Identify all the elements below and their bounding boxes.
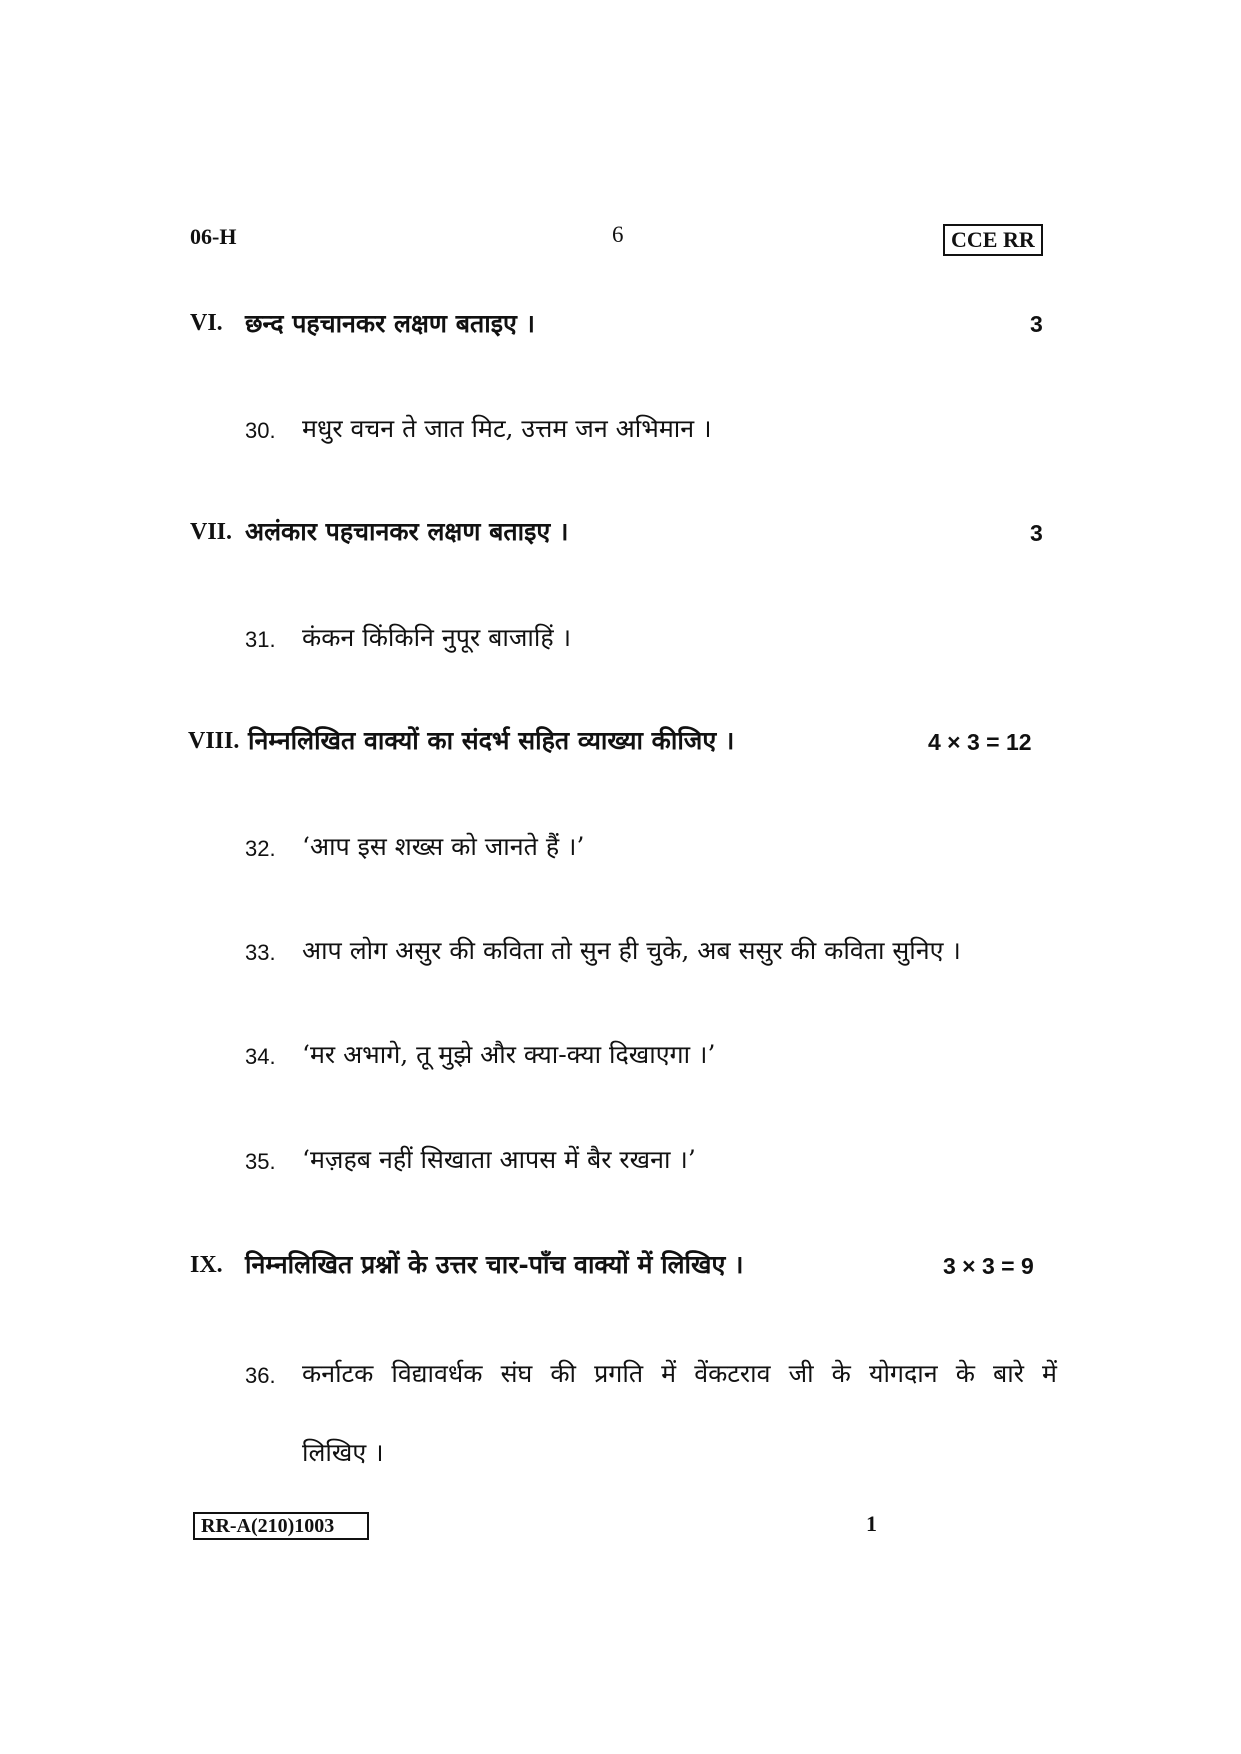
question-31-number: 31.	[245, 627, 276, 652]
section-vi-marks: 3	[1030, 311, 1043, 337]
section-viii-marks: 4 × 3 = 12	[928, 729, 1032, 755]
question-33-text: आप लोग असुर की कविता तो सुन ही चुके, अब ससुर की कविता सुनिए ।	[302, 936, 961, 965]
section-viii-title: निम्नलिखित वाक्यों का संदर्भ सहित व्याख्या कीजिए ।	[248, 726, 735, 755]
section-ix-marks: 3 × 3 = 9	[943, 1253, 1034, 1279]
page-number: 6	[612, 222, 624, 247]
section-vii-number: VII.	[190, 519, 233, 545]
question-34-text: ‘मर अभागे, तू मुझे और क्या-क्या दिखाएगा ।’	[302, 1040, 716, 1069]
question-32-text: ‘आप इस शख्स को जानते हैं ।’	[302, 832, 585, 861]
question-35-text: ‘मज़हब नहीं सिखाता आपस में बैर रखना ।’	[302, 1145, 696, 1174]
question-36-number: 36.	[245, 1363, 276, 1388]
question-36-text: कर्नाटक विद्यावर्धक संघ की प्रगति में वेंकटराव जी के योगदान के बारे में	[302, 1359, 1057, 1388]
section-ix-number: IX.	[190, 1252, 223, 1278]
question-30-text: मधुर वचन ते जात मिट, उत्तम जन अभिमान ।	[302, 414, 712, 443]
section-viii-number: VIII.	[188, 728, 240, 754]
question-35-number: 35.	[245, 1149, 276, 1174]
section-vi-number: VI.	[190, 310, 223, 336]
section-ix-title: निम्नलिखित प्रश्नों के उत्तर चार-पाँच वाक्यों में लिखिए ।	[245, 1250, 744, 1279]
exam-code-box: CCE RR	[943, 224, 1043, 256]
section-vi-title: छन्द पहचानकर लक्षण बताइए ।	[245, 309, 535, 338]
footer-page-number: 1	[866, 1511, 877, 1536]
question-31-text: कंकन किंकिनि नुपूर बाजाहिं ।	[302, 623, 572, 652]
section-vii-title: अलंकार पहचानकर लक्षण बताइए ।	[245, 517, 569, 546]
question-33-number: 33.	[245, 940, 276, 965]
question-30-number: 30.	[245, 418, 276, 443]
question-36-continuation: लिखिए ।	[302, 1438, 384, 1467]
question-34-number: 34.	[245, 1044, 276, 1069]
footer-code-box: RR-A(210)1003	[193, 1512, 369, 1540]
document-code: 06-H	[190, 224, 237, 249]
section-vii-marks: 3	[1030, 520, 1043, 546]
question-32-number: 32.	[245, 836, 276, 861]
